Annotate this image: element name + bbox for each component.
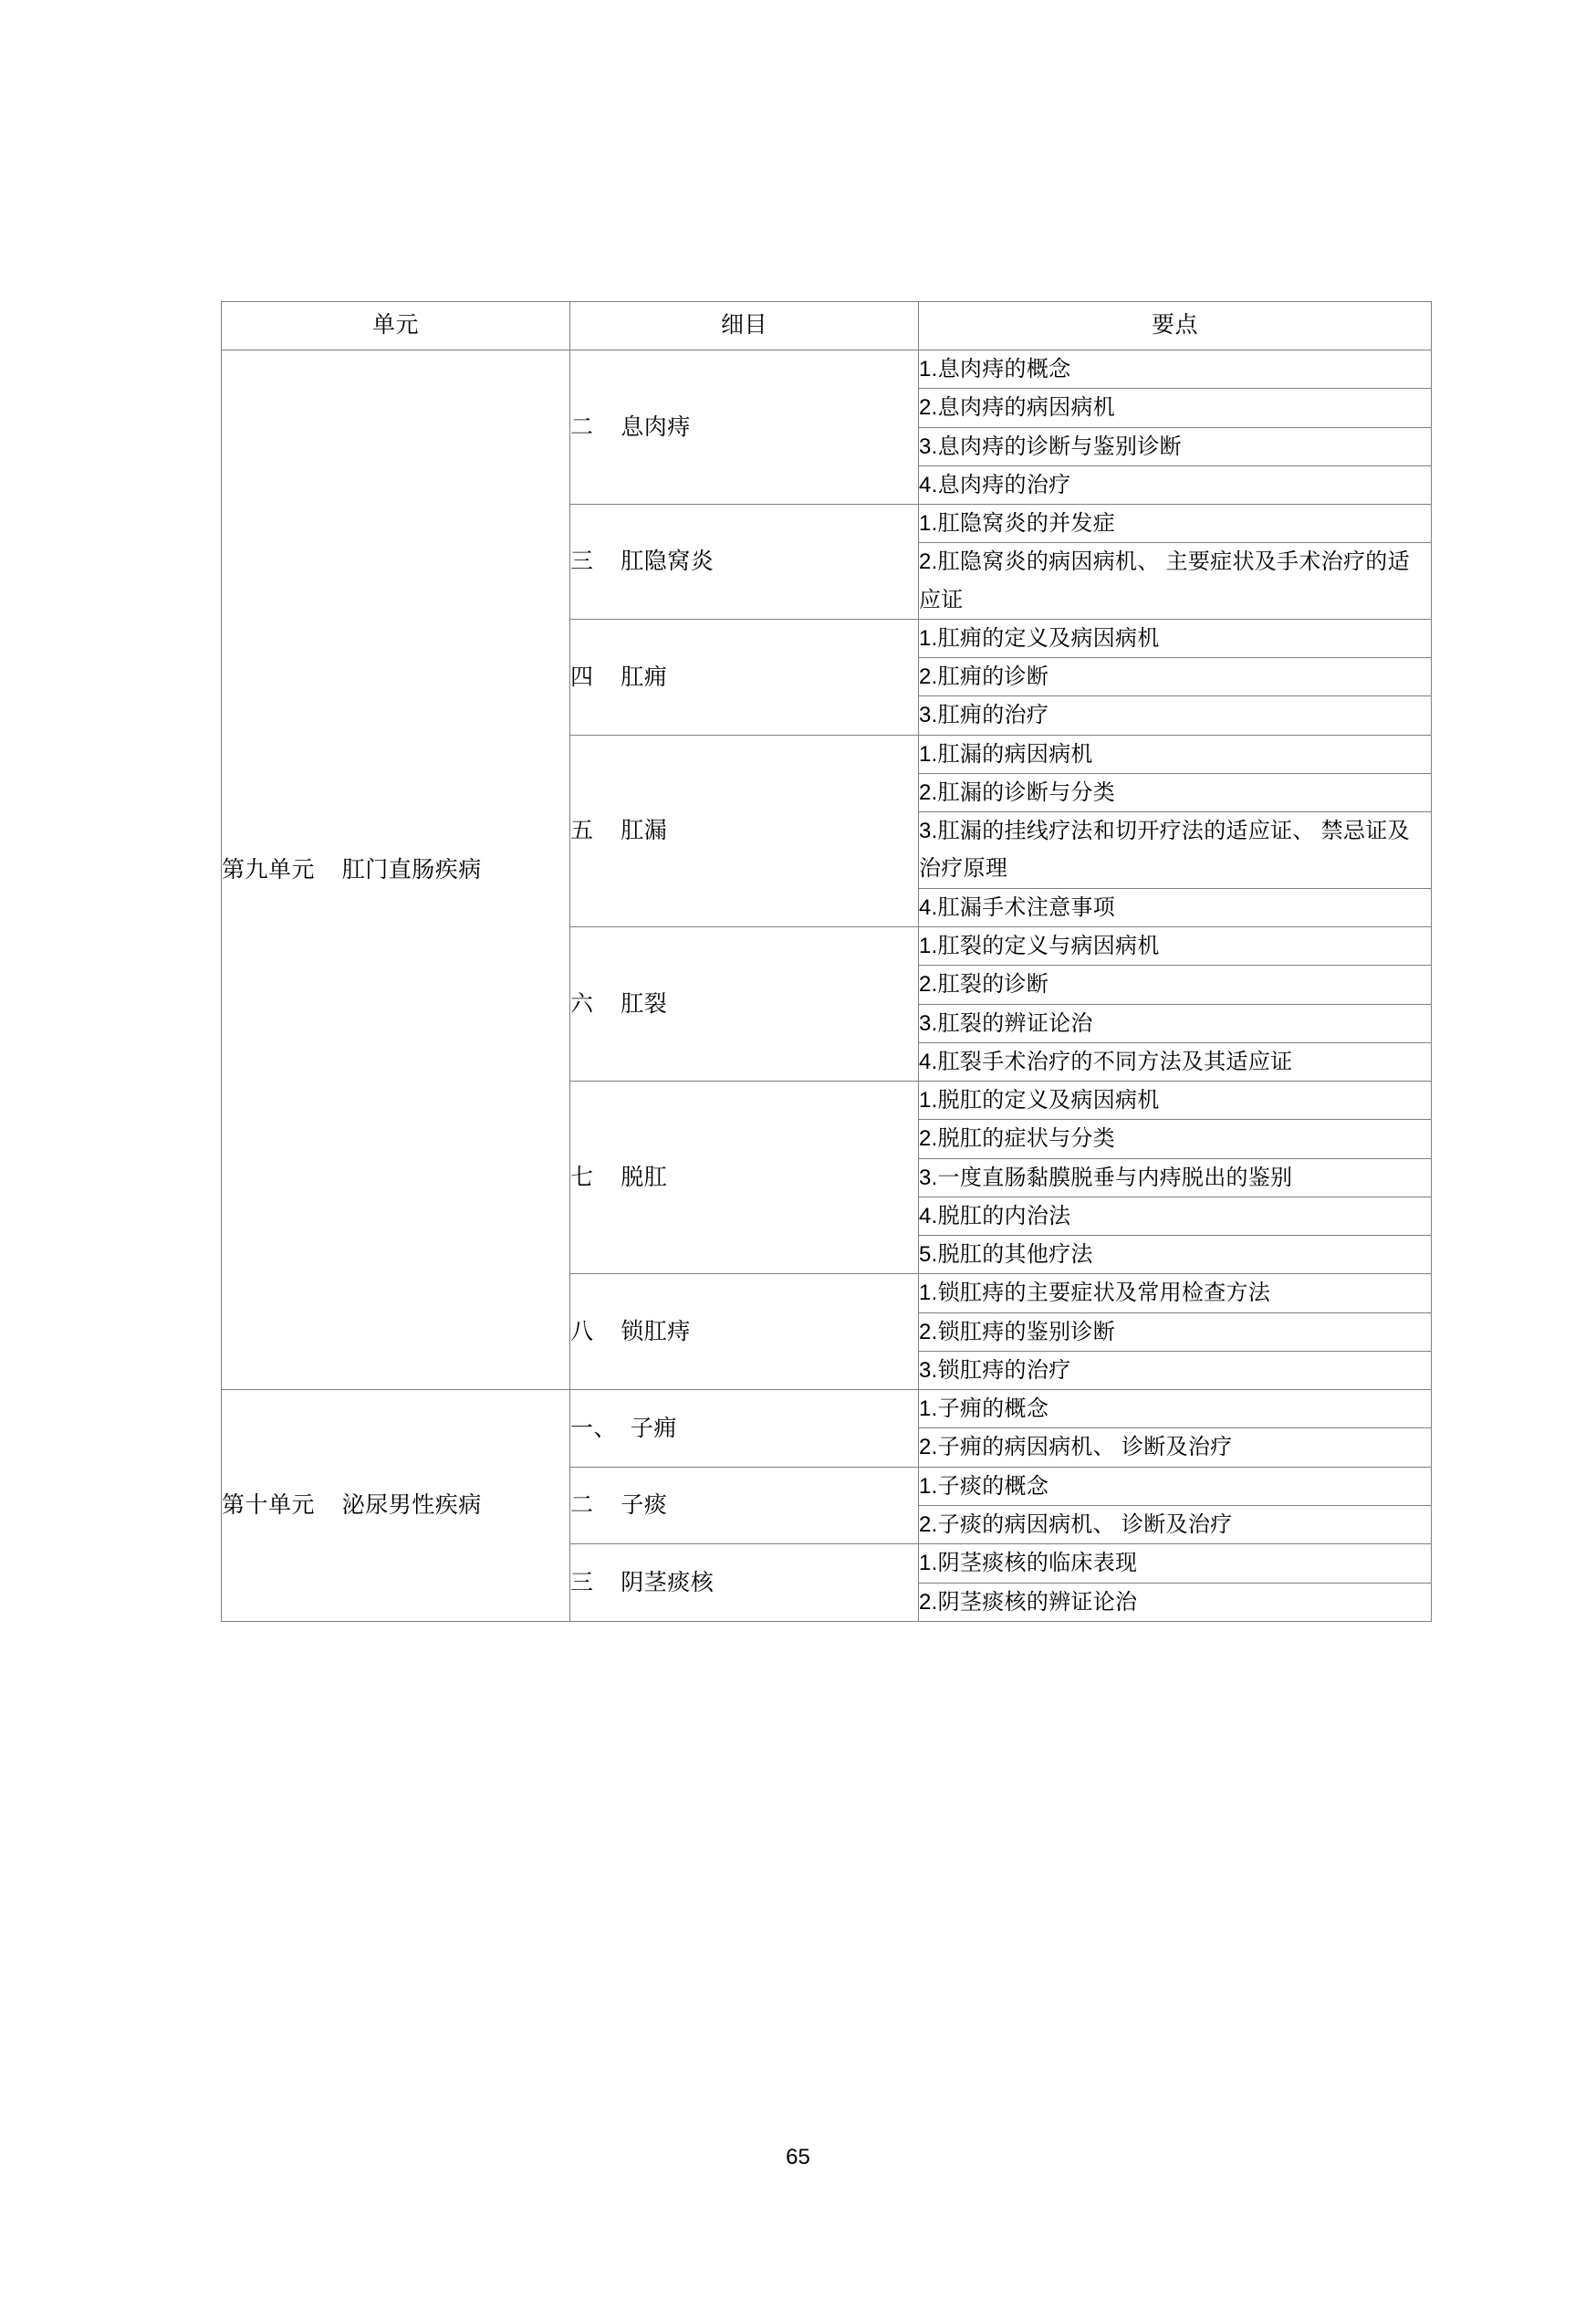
point-cell: 3.锁肛痔的治疗 xyxy=(919,1351,1432,1389)
point-cell: 1.肛隐窝炎的并发症 xyxy=(919,505,1432,543)
point-cell: 1.锁肛痔的主要症状及常用检查方法 xyxy=(919,1274,1432,1312)
point-cell: 4.息肉痔的治疗 xyxy=(919,465,1432,504)
column-header-point: 要点 xyxy=(919,302,1432,350)
table-row xyxy=(222,350,1432,389)
point-cell: 1.肛漏的病因病机 xyxy=(919,735,1432,773)
point-cell: 2.子痰的病因病机、 诊断及治疗 xyxy=(919,1505,1432,1543)
detail-cell: 四 肛痈 xyxy=(570,619,919,735)
point-cell: 4.肛裂手术治疗的不同方法及其适应证 xyxy=(919,1042,1432,1081)
point-cell: 5.脱肛的其他疗法 xyxy=(919,1236,1432,1274)
point-cell: 1.子痈的概念 xyxy=(919,1390,1432,1428)
detail-cell: 二 子痰 xyxy=(570,1467,919,1544)
point-cell: 1.脱肛的定义及病因病机 xyxy=(919,1082,1432,1120)
table-body xyxy=(222,350,1432,1622)
point-cell: 3.肛漏的挂线疗法和切开疗法的适应证、 禁忌证及治疗原理 xyxy=(919,812,1432,889)
point-cell: 3.肛裂的辨证论治 xyxy=(919,1004,1432,1042)
point-cell: 1.肛痈的定义及病因病机 xyxy=(919,619,1432,657)
point-cell: 3.一度直肠黏膜脱垂与内痔脱出的鉴别 xyxy=(919,1158,1432,1197)
point-cell: 3.息肉痔的诊断与鉴别诊断 xyxy=(919,427,1432,465)
detail-cell: 三 肛隐窝炎 xyxy=(570,505,919,620)
detail-cell: 三 阴茎痰核 xyxy=(570,1544,919,1622)
unit-cell: 第十单元 泌尿男性疾病 xyxy=(222,1390,570,1622)
point-cell: 2.阴茎痰核的辨证论治 xyxy=(919,1583,1432,1621)
point-cell: 2.肛痈的诊断 xyxy=(919,658,1432,696)
column-header-detail: 细目 xyxy=(570,302,919,350)
point-cell: 2.肛隐窝炎的病因病机、 主要症状及手术治疗的适应证 xyxy=(919,543,1432,620)
syllabus-table xyxy=(221,301,1432,1622)
detail-cell: 一、 子痈 xyxy=(570,1390,919,1468)
point-cell: 2.脱肛的症状与分类 xyxy=(919,1120,1432,1158)
detail-cell: 五 肛漏 xyxy=(570,735,919,926)
point-cell: 1.阴茎痰核的临床表现 xyxy=(919,1544,1432,1583)
point-cell: 4.脱肛的内治法 xyxy=(919,1197,1432,1235)
point-cell: 2.息肉痔的病因病机 xyxy=(919,389,1432,427)
point-cell: 2.子痈的病因病机、 诊断及治疗 xyxy=(919,1428,1432,1467)
detail-cell: 六 肛裂 xyxy=(570,926,919,1081)
page-number: 65 xyxy=(786,2145,810,2169)
point-cell: 2.肛裂的诊断 xyxy=(919,966,1432,1004)
detail-cell: 二 息肉痔 xyxy=(570,350,919,505)
point-cell: 2.锁肛痔的鉴别诊断 xyxy=(919,1312,1432,1351)
point-cell: 1.息肉痔的概念 xyxy=(919,350,1432,389)
table-header-row xyxy=(222,302,1432,350)
point-cell: 2.肛漏的诊断与分类 xyxy=(919,773,1432,811)
column-header-unit: 单元 xyxy=(222,302,570,350)
table-header xyxy=(222,302,1432,350)
table-row xyxy=(222,1390,1432,1428)
unit-cell: 第九单元 肛门直肠疾病 xyxy=(222,350,570,1390)
detail-cell: 七 脱肛 xyxy=(570,1082,919,1274)
point-cell: 3.肛痈的治疗 xyxy=(919,696,1432,735)
point-cell: 4.肛漏手术注意事项 xyxy=(919,888,1432,926)
point-cell: 1.子痰的概念 xyxy=(919,1467,1432,1505)
point-cell: 1.肛裂的定义与病因病机 xyxy=(919,926,1432,965)
detail-cell: 八 锁肛痔 xyxy=(570,1274,919,1390)
